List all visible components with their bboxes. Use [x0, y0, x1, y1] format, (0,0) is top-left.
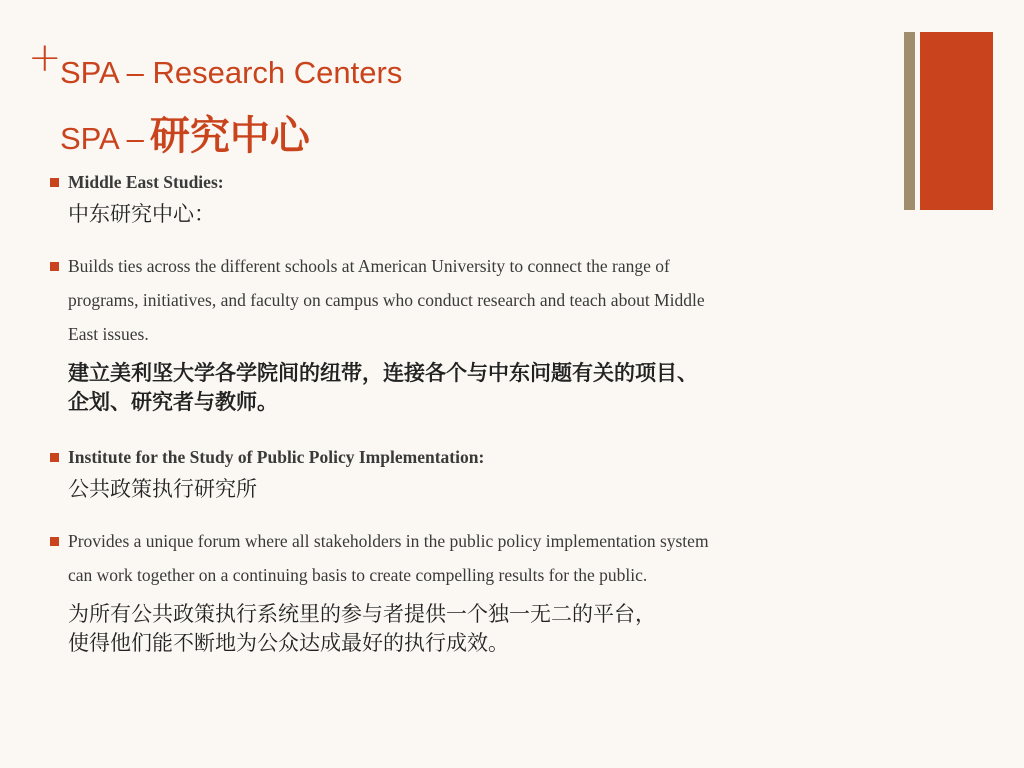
bullet-square-icon	[50, 178, 59, 187]
slide-body	[48, 170, 918, 658]
bullet-item-public-policy-description	[48, 524, 918, 658]
description-line: programs, initiatives, and faculty on campus who conduct research and teach about Middle	[68, 290, 705, 310]
description-line: Provides a unique forum where all stakeholders in the public policy implementation system	[68, 531, 709, 551]
description-chinese-line: 建立美利坚大学各学院间的纽带，连接各个与中东问题有关的项目、	[68, 361, 698, 385]
slide-title-english: SPA – Research Centers	[60, 55, 403, 90]
item-heading-chinese: 公共政策执行研究所	[68, 477, 257, 501]
bullet-item-middle-east-description	[48, 249, 918, 417]
title-prefix: SPA –	[60, 121, 144, 156]
description-line: East issues.	[68, 324, 149, 344]
slide-title-chinese	[60, 112, 310, 163]
title-chinese-text: 研究中心	[149, 113, 310, 159]
item-heading: Middle East Studies:	[68, 172, 224, 192]
bullet-item-middle-east	[48, 170, 918, 229]
description-chinese-line: 企划、研究者与教师。	[68, 390, 278, 414]
item-heading: Institute for the Study of Public Policy Implementation:	[68, 447, 485, 467]
decorative-accent-block	[920, 32, 993, 210]
plus-icon: +	[28, 35, 62, 81]
description-chinese-line: 使得他们能不断地为公众达成最好的执行成效。	[68, 631, 509, 655]
item-heading-chinese: 中东研究中心：	[68, 202, 215, 226]
bullet-item-public-policy-institute	[48, 445, 918, 504]
bullet-square-icon	[50, 262, 59, 271]
bullet-square-icon	[50, 537, 59, 546]
description-line: can work together on a continuing basis to create compelling results for the public.	[68, 565, 648, 585]
description-line: Builds ties across the different schools at American University to connect the range of	[68, 256, 670, 276]
bullet-square-icon	[50, 453, 59, 462]
description-chinese-line: 为所有公共政策执行系统里的参与者提供一个独一无二的平台，	[68, 602, 656, 626]
